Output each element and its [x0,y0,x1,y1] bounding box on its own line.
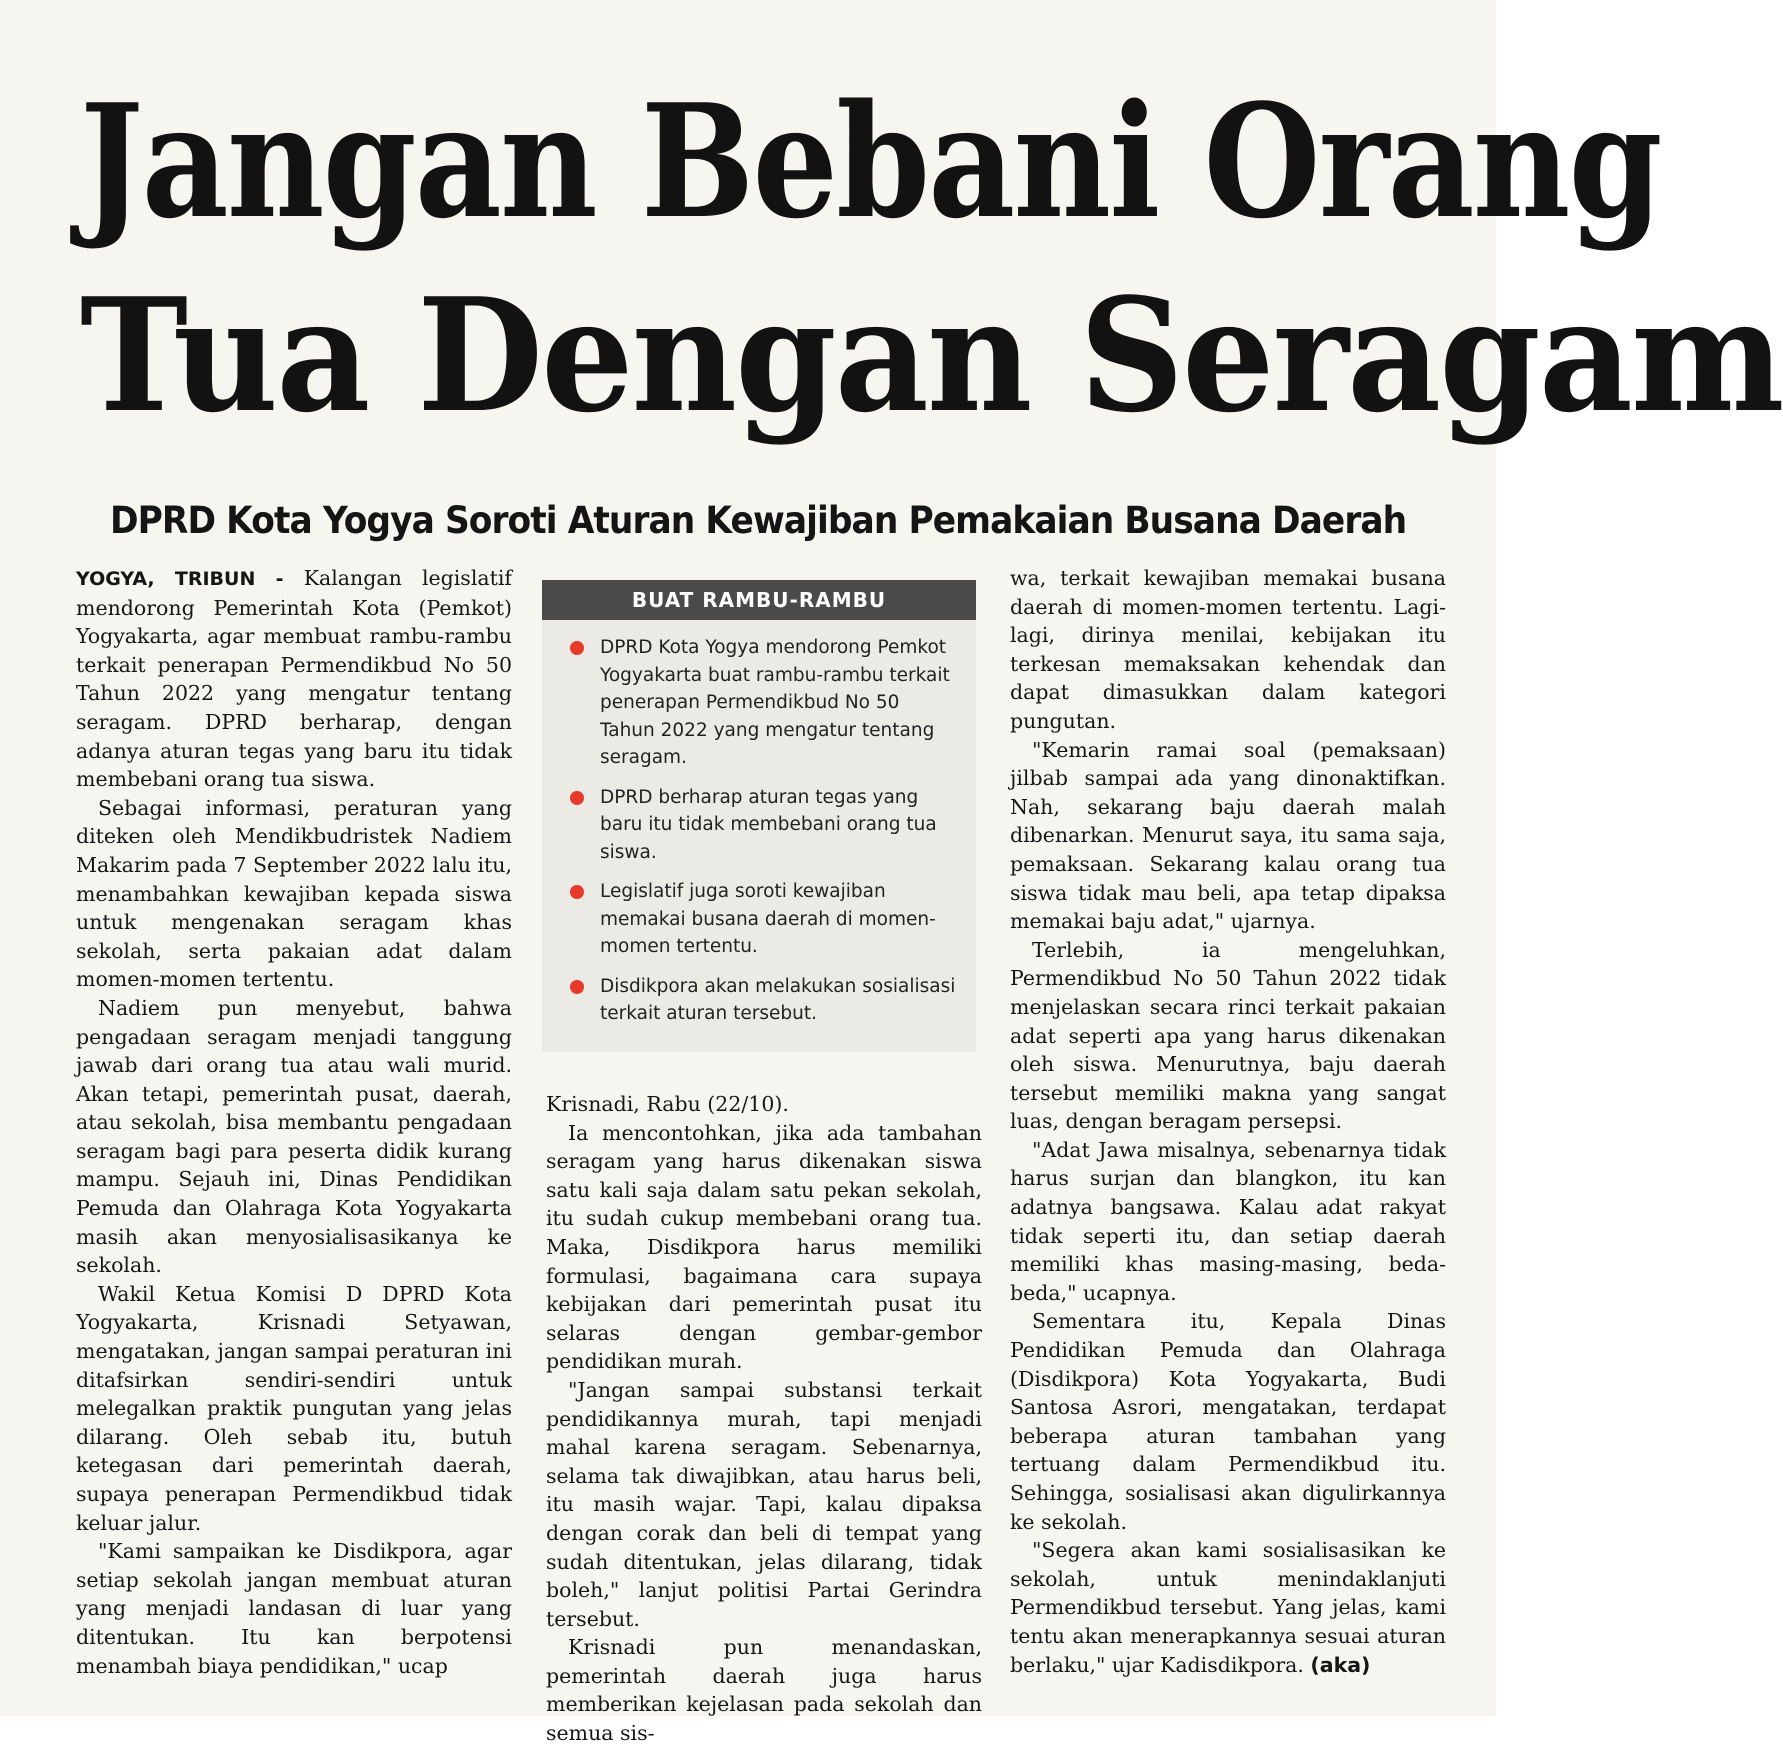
sidebar-item [570,973,960,1028]
dateline: YOGYA, TRIBUN - [76,568,284,590]
paragraph: "Jangan sampai substansi terkait pendidikannya murah, tapi menjadi mahal karena seragam. Sebenarnya, selama tak diwajibkan, atau harus beli, itu masih wajar. Tapi, kalau dipaksa dengan corak dan beli di tempat yang sudah ditentukan, jelas dilarang, tidak boleh," lanjut politisi Partai Gerindra tersebut. [546,1377,982,1631]
paragraph: Nadiem pun menyebut, bahwa pengadaan seragam menjadi tanggung jawab dari orang tua atau wali murid. Akan tetapi, pemerintah pusat, daerah, atau sekolah, bisa membantu pengadaan seragam bagi para peserta didik kurang mampu. Sejauh ini, Dinas Pendidikan Pemuda dan Olahraga Kota Yogyakarta masih akan menyosialisasikanya ke sekolah. [76,995,512,1278]
sidebar-list [542,620,976,1028]
paragraph: Krisnadi, Rabu (22/10). [546,1092,789,1116]
sidebar-box [542,580,976,1052]
sidebar-item-text: DPRD berharap aturan tegas yang baru itu tidak membebani orang tua siswa. [600,786,937,863]
bullet-dot-icon [570,980,584,994]
subheadline: DPRD Kota Yogya Soroti Aturan Kewajiban Pemakaian Busana Daerah [110,498,1407,542]
author-credit: (aka) [1310,1652,1371,1677]
sidebar-item-text: Legislatif juga soroti kewajiban memakai busana daerah di momen-momen tertentu. [600,881,936,957]
paragraph [1010,1536,1446,1679]
paragraph: Krisnadi pun menandaskan, pemerintah daerah juga harus memberikan kejelasan pada sekolah dan semua sis- [546,1635,982,1746]
sidebar-item-text: Disdikpora akan melakukan sosialisasi terkait aturan tersebut. [600,975,956,1024]
sidebar-item [570,784,960,867]
paragraph: Sebagai informasi, peraturan yang diteken oleh Mendikbudristek Nadiem Makarim pada 7 September 2022 lalu itu, menambahkan kewajiban kepada siswa untuk mengenakan seragam khas sekolah, serta pakaian adat dalam momen-momen tertentu. [76,795,512,992]
sidebar-item [570,878,960,961]
paragraph: Sementara itu, Kepala Dinas Pendidikan Pemuda dan Olahraga (Disdikpora) Kota Yogyakarta, Budi Santosa Asrori, mengatakan, terdapat beberapa aturan tambahan yang tertuang dalam Permendikbud itu. Sehingga, sosialisasi akan digulirkannya ke sekolah. [1010,1309,1446,1534]
paragraph: "Adat Jawa misalnya, sebenarnya tidak harus surjan dan blangkon, itu kan adatnya bangsawa. Kalau adat rakyat tidak seperti itu, dan setiap daerah memiliki khas masing-masing, beda-beda," ucapnya. [1010,1137,1446,1305]
paragraph: Wakil Ketua Komisi D DPRD Kota Yogyakarta, Krisnadi Setyawan, mengatakan, jangan sampai peraturan ini ditafsirkan sendiri-sendiri untuk melegalkan praktik pungutan yang jelas dilarang. Oleh sebab itu, butuh ketegasan dari pemerintah daerah, supaya penerapan Permendikbud tidak keluar jalur. [76,1281,512,1535]
sidebar-item [570,634,960,772]
bullet-dot-icon [570,641,584,655]
article-column-1 [76,564,512,1680]
paragraph: "Kami sampaikan ke Disdikpora, agar setiap sekolah jangan membuat aturan yang menjadi landasan di luar yang ditentukan. Itu kan berpotensi menambah biaya pendidikan," ucap [76,1539,512,1678]
bullet-dot-icon [570,791,584,805]
paragraph: wa, terkait kewajiban memakai busana daerah di momen-momen tertentu. Lagi-lagi, dirinya menilai, kebijakan itu terkesan memaksakan kehendak dan dapat dimasukkan dalam kategori pungutan. [1010,566,1446,733]
article-column-2 [546,1090,982,1748]
bullet-dot-icon [570,885,584,899]
subheadline-bar [82,494,1442,546]
sidebar-item-text: DPRD Kota Yogya mendorong Pemkot Yogyakarta buat rambu-rambu terkait penerapan Permendikbud No 50 Tahun 2022 yang mengatur tentang seragam. [600,637,950,768]
article-column-3 [1010,564,1446,1679]
paragraph: Terlebih, ia mengeluhkan, Permendikbud No 50 Tahun 2022 tidak menjelaskan secara rinci terkait pakaian adat seperti apa yang harus dikenakan oleh siswa. Menurutnya, baju daerah tersebut memiliki makna yang sangat luas, dengan beragam persepsi. [1010,937,1446,1134]
paragraph: Ia mencontohkan, jika ada tambahan seragam yang harus dikenakan siswa satu kali saja dalam satu pekan sekolah, itu sudah cukup membebani orang tua. Maka, Disdikpora harus memiliki formulasi, bagaimana cara supaya kebijakan dari pemerintah pusat itu selaras dengan gembar-gembor pendidikan murah. [546,1120,982,1374]
paragraph-text: Kalangan legislatif mendorong Pemerintah Kota (Pemkot) Yogyakarta, agar membuat rambu-rambu terkait penerapan Permendikbud No 50 Tahun 2022 yang mengatur tentang seragam. DPRD berharap, dengan adanya aturan tegas yang baru itu tidak membebani orang tua siswa. [76,566,512,792]
paragraph: "Kemarin ramai soal (pemaksaan) jilbab sampai ada yang dinonaktifkan. Nah, sekarang baju daerah malah dibenarkan. Menurut saya, itu sama saja, pemaksaan. Sekarang kalau orang tua siswa tidak mau beli, apa tetap dipaksa memakai baju adat," ujarnya. [1010,737,1446,934]
sidebar-title: BUAT RAMBU-RAMBU [542,580,976,620]
paragraph [76,564,512,794]
headline-line-1: Jangan Bebani Orang [80,70,1661,253]
paragraph-text: "Segera akan kami sosialisasikan ke sekolah, untuk menindaklanjuti Permendikbud tersebut. Yang jelas, kami tentu akan menerapkannya sesuai aturan berlaku," ujar Kadisdikpora. [1010,1538,1446,1677]
headline-line-2: Tua Dengan Seragam [80,264,1783,447]
